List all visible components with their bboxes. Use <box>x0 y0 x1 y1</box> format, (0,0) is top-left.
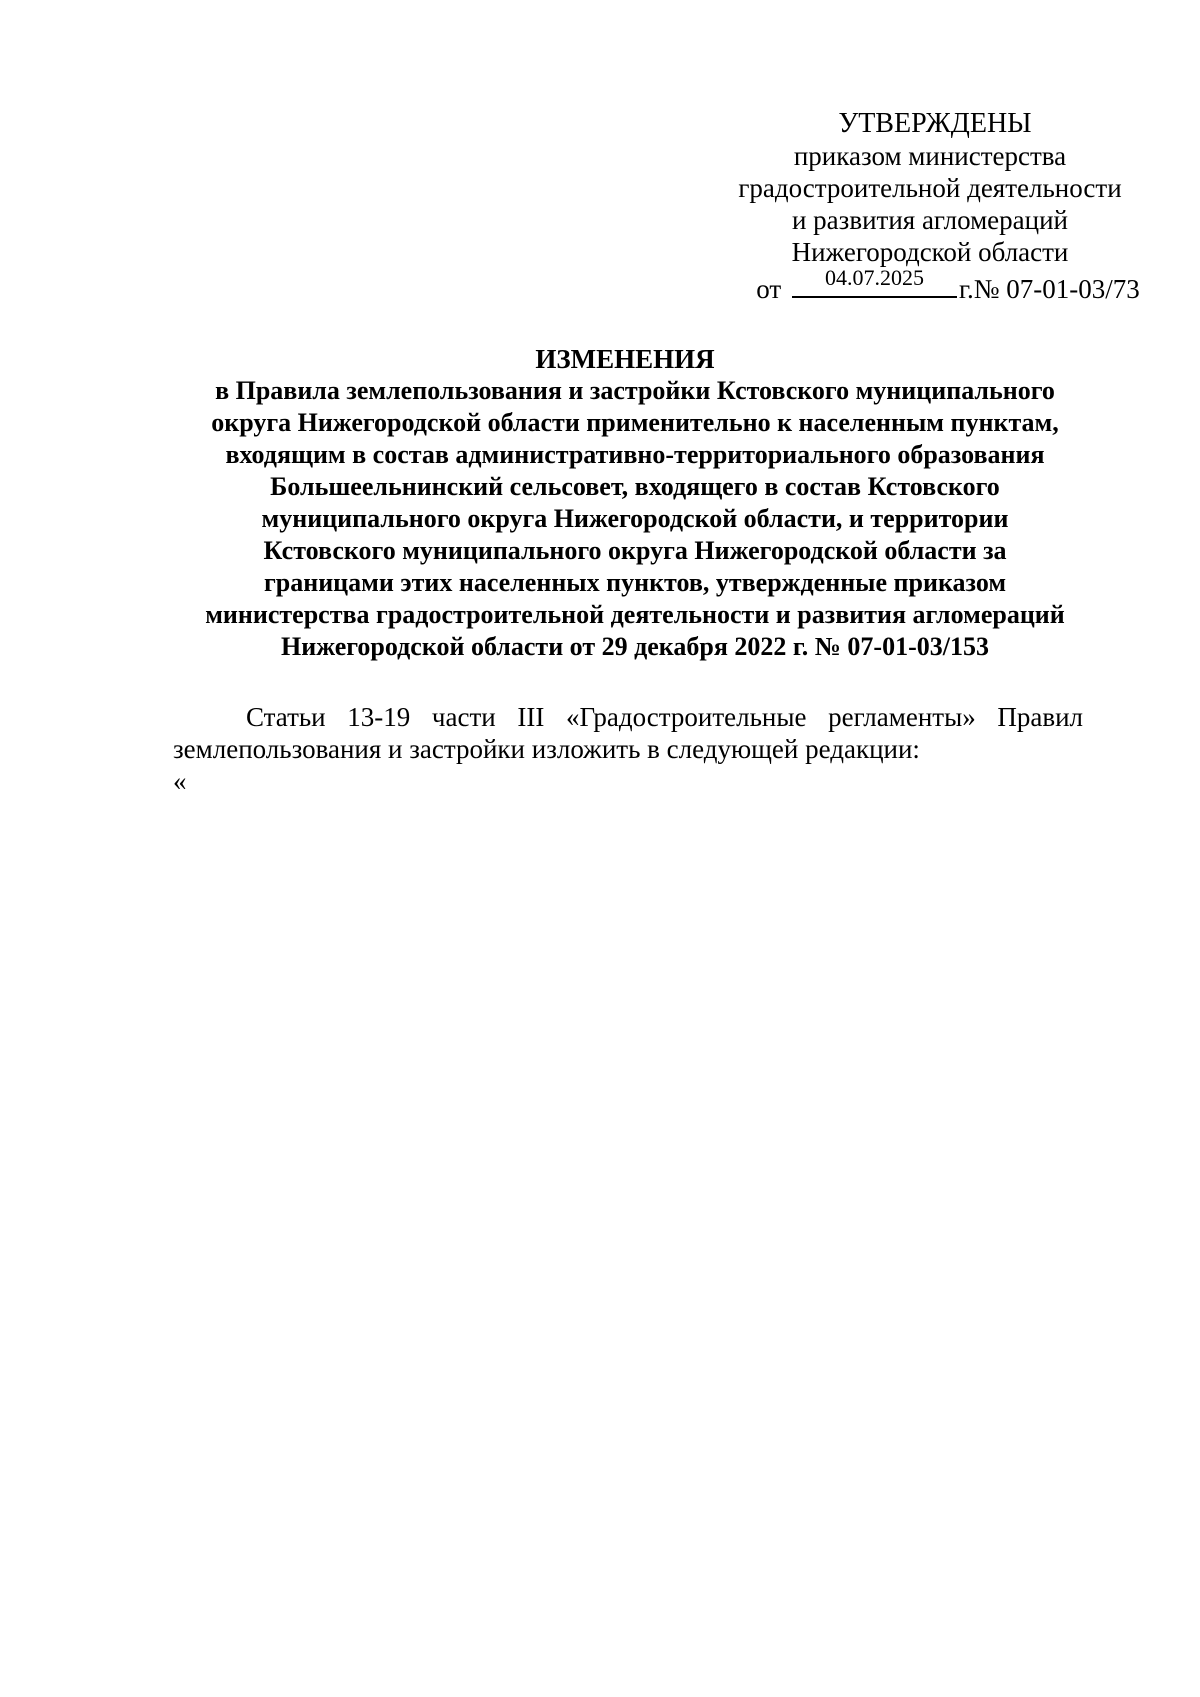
document-title-block <box>160 343 1110 663</box>
subtitle-line: округа Нижегородской области применительно к населенным пунктам, <box>211 408 1059 437</box>
subtitle-line: Большеельнинский сельсовет, входящего в состав Кстовского <box>270 472 1000 501</box>
document-title: ИЗМЕНЕНИЯ <box>535 344 715 374</box>
order-number: г.№ 07-01-03/73 <box>958 274 1140 304</box>
approval-stamp <box>680 108 1180 305</box>
subtitle-line: Кстовского муниципального округа Нижегородской области за <box>263 536 1007 565</box>
approval-line-4: Нижегородской области <box>791 237 1069 267</box>
date-prefix: от <box>756 274 782 304</box>
approval-line-3: и развития агломераций <box>791 205 1068 235</box>
date-value: 04.07.2025 <box>824 265 924 290</box>
date-field <box>792 265 957 298</box>
document-body <box>173 701 1083 797</box>
opening-quote: « <box>173 766 187 796</box>
subtitle-line: муниципального округа Нижегородской области, и территории <box>261 504 1009 533</box>
subtitle-line: границами этих населенных пунктов, утвержденные приказом <box>263 568 1007 597</box>
approval-date-line <box>716 265 1180 305</box>
subtitle-line: Нижегородской области от 29 декабря 2022 г. № 07-01-03/153 <box>281 632 989 661</box>
subtitle-line: в Правила землепользования и застройки Кстовского муниципального <box>215 376 1055 405</box>
subtitle-line: министерства градостроительной деятельности и развития агломераций <box>205 600 1065 629</box>
subtitle-line: входящим в состав административно-территориального образования <box>225 440 1045 469</box>
approval-line-1: приказом министерства <box>793 141 1067 171</box>
body-paragraph: Статьи 13-19 части III «Градостроительные регламенты» Правил землепользования и застройки изложить в следующей редакции: <box>173 702 1083 764</box>
approval-heading: УТВЕРЖДЕНЫ <box>838 108 1032 139</box>
approval-line-2: градостроительной деятельности <box>738 173 1122 203</box>
